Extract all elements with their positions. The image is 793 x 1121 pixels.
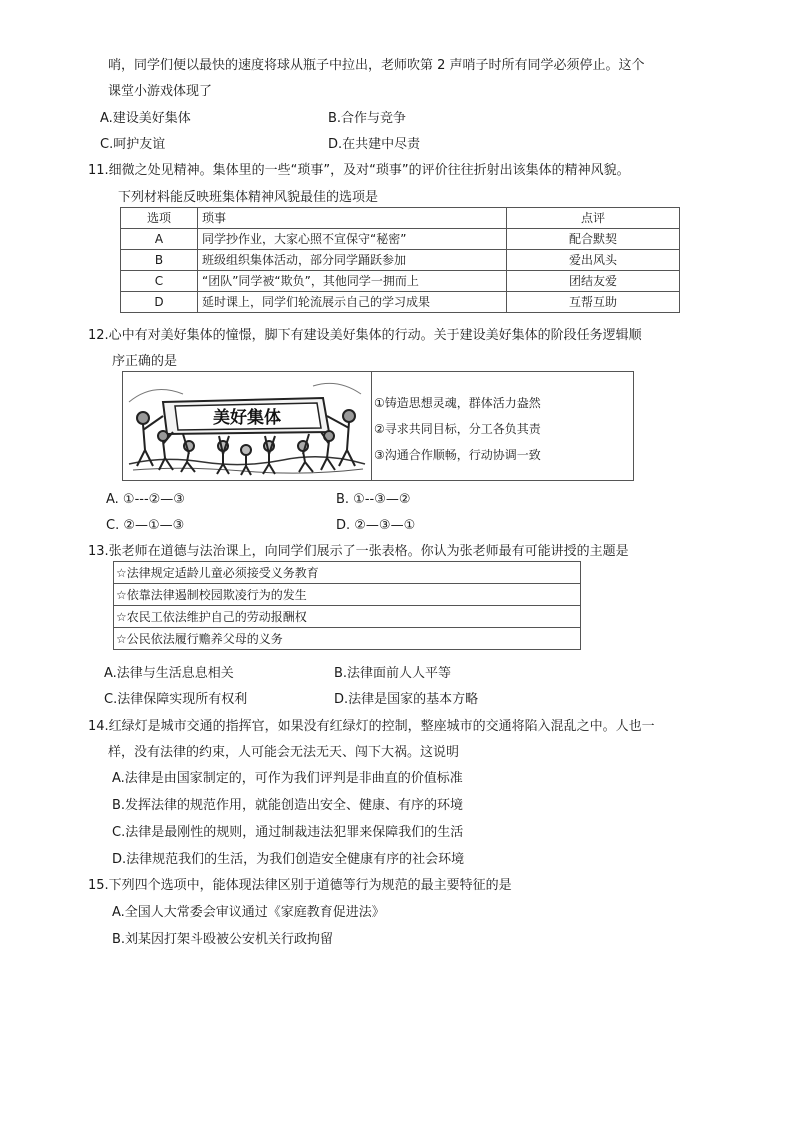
- table-header-cell: 点评: [507, 208, 680, 229]
- q10-stem-line2: 课堂小游戏体现了: [108, 84, 213, 99]
- q13-table: [113, 561, 581, 650]
- q13-option-d: D.法律是国家的基本方略: [334, 692, 479, 707]
- table-row: [114, 606, 581, 628]
- q15-option-a: A.全国人大常委会审议通过《家庭教育促进法》: [112, 905, 385, 920]
- table-cell: ☆农民工依法维护自己的劳动报酬权: [114, 606, 581, 628]
- q13-option-c: C.法律保障实现所有权利: [104, 692, 248, 707]
- table-row: [114, 584, 581, 606]
- q12-material-box: [122, 371, 634, 481]
- collective-illustration: [123, 372, 372, 480]
- q14-option-b: B.发挥法律的规范作用，就能创造出安全、健康、有序的环境: [112, 798, 464, 813]
- table-cell: D: [121, 292, 198, 313]
- table-row: [121, 229, 680, 250]
- q10-stem-line1: 哨，同学们便以最快的速度将球从瓶子中拉出，老师吹第 2 声哨子时所有同学必须停止。这个: [108, 58, 645, 73]
- q12-option-b: B. ①--③—②: [336, 492, 411, 507]
- table-header-row: [121, 208, 680, 229]
- q10-option-b: B.合作与竞争: [328, 111, 407, 126]
- list-item: ②寻求共同目标，分工各负其责: [374, 422, 541, 436]
- table-header-cell: 选项: [121, 208, 198, 229]
- q12-option-a: A. ①---②—③: [106, 492, 185, 507]
- table-cell: 爱出风头: [507, 250, 680, 271]
- table-cell: 团结友爱: [507, 271, 680, 292]
- q12-option-c: C. ②—①—③: [106, 518, 185, 533]
- q10-option-c: C.呵护友谊: [100, 137, 166, 152]
- q15-stem: 15.下列四个选项中，能体现法律区别于道德等行为规范的最主要特征的是: [88, 878, 512, 893]
- q10-option-a: A.建设美好集体: [100, 111, 191, 126]
- q13-option-a: A.法律与生活息息相关: [104, 666, 234, 681]
- table-cell: 互帮互助: [507, 292, 680, 313]
- table-row: [114, 628, 581, 650]
- table-header-cell: 琐事: [198, 208, 507, 229]
- table-cell: ☆依靠法律遏制校园欺凌行为的发生: [114, 584, 581, 606]
- table-cell: 班级组织集体活动，部分同学踊跃参加: [198, 250, 507, 271]
- table-cell: 同学抄作业，大家心照不宣保守“秘密”: [198, 229, 507, 250]
- q14-option-a: A.法律是由国家制定的，可作为我们评判是非曲直的价值标准: [112, 771, 463, 786]
- q12-option-d: D. ②—③—①: [336, 518, 416, 533]
- table-cell: B: [121, 250, 198, 271]
- table-cell: ☆法律规定适龄儿童必须接受义务教育: [114, 562, 581, 584]
- q11-table: [120, 207, 680, 313]
- people-holding-banner-image: [123, 372, 371, 480]
- table-cell: A: [121, 229, 198, 250]
- table-cell: “团队”同学被“欺负”，其他同学一拥而上: [198, 271, 507, 292]
- q10-option-d: D.在共建中尽责: [328, 137, 421, 152]
- table-row: [121, 250, 680, 271]
- q11-stem-line2: 下列材料能反映班集体精神风貌最佳的选项是: [118, 190, 379, 205]
- q14-option-c: C.法律是最刚性的规则，通过制裁违法犯罪来保障我们的生活: [112, 825, 464, 840]
- q14-option-d: D.法律规范我们的生活，为我们创造安全健康有序的社会环境: [112, 852, 465, 867]
- table-cell: 配合默契: [507, 229, 680, 250]
- q13-stem: 13.张老师在道德与法治课上，向同学们展示了一张表格。你认为张老师最有可能讲授的主题是: [88, 544, 629, 559]
- table-row: [121, 292, 680, 313]
- table-cell: 延时课上，同学们轮流展示自己的学习成果: [198, 292, 507, 313]
- table-cell: ☆公民依法履行赡养父母的义务: [114, 628, 581, 650]
- list-item: ③沟通合作顺畅，行动协调一致: [374, 448, 541, 462]
- q14-stem-line2: 样，没有法律的约束，人可能会无法无天、闯下大祸。这说明: [108, 745, 460, 760]
- q15-option-b: B.刘某因打架斗殴被公安机关行政拘留: [112, 932, 334, 947]
- q12-stem-line2: 序正确的是: [112, 354, 178, 369]
- table-row: [121, 271, 680, 292]
- q13-option-b: B.法律面前人人平等: [334, 666, 452, 681]
- list-item: ①铸造思想灵魂，群体活力盎然: [374, 396, 541, 410]
- q12-stem-line1: 12.心中有对美好集体的憧憬，脚下有建设美好集体的行动。关于建设美好集体的阶段任务逻辑顺: [88, 328, 642, 343]
- q11-stem-line1: 11.细微之处见精神。集体里的一些“琐事”，及对“琐事”的评价往往折射出该集体的精神风貌。: [88, 163, 630, 178]
- table-row: [114, 562, 581, 584]
- table-cell: C: [121, 271, 198, 292]
- banner-text: 美好集体: [213, 408, 281, 428]
- q14-stem-line1: 14.红绿灯是城市交通的指挥官，如果没有红绿灯的控制，整座城市的交通将陷入混乱之中。人也一: [88, 719, 655, 734]
